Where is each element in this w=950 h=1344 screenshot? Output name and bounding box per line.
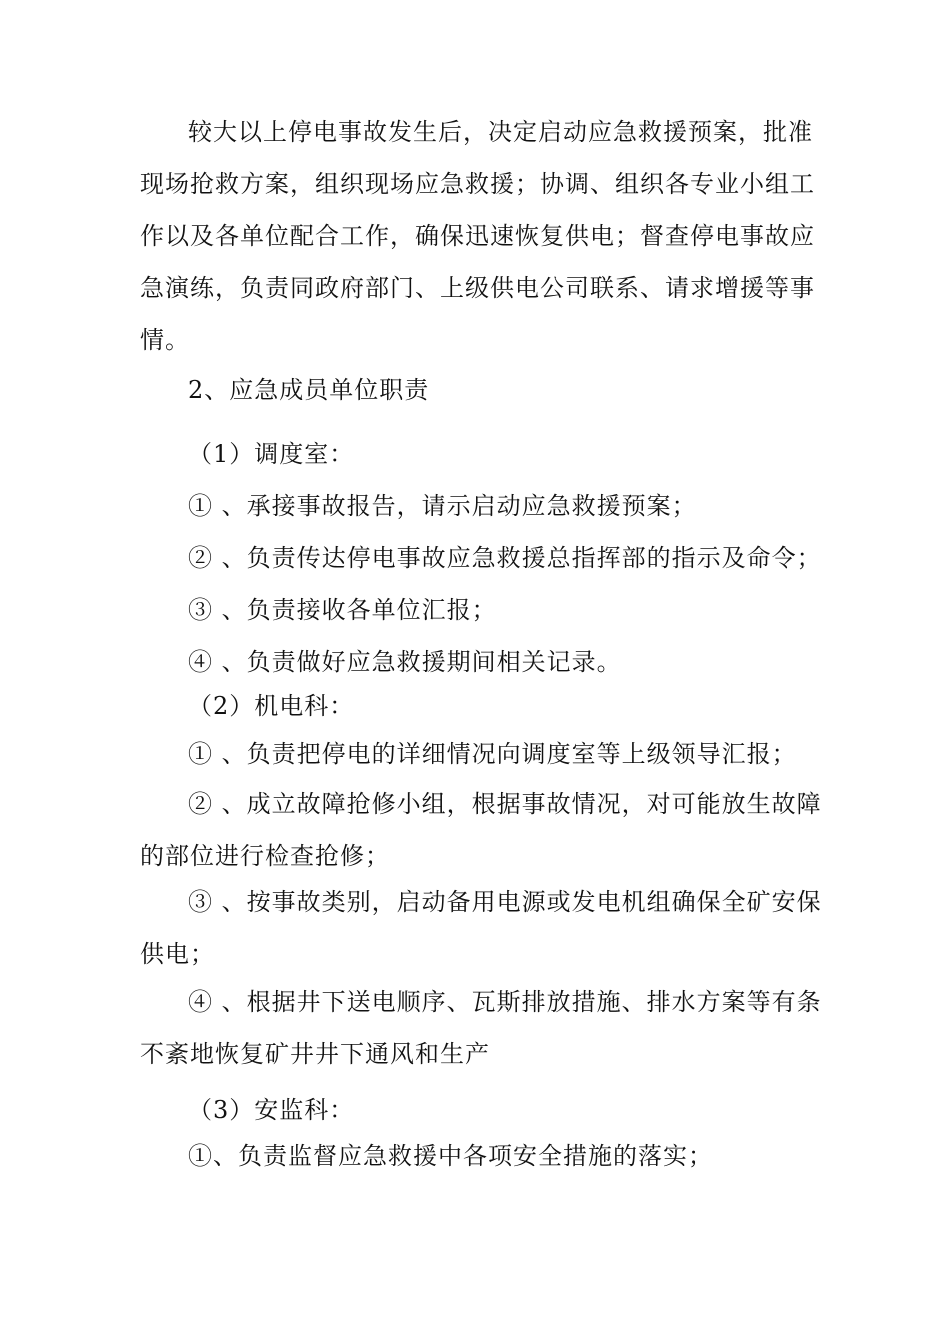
list-item: ② 、负责传达停电事故应急救援总指挥部的指示及命令； <box>188 544 822 572</box>
text-line: 现场抢救方案，组织现场应急救援；协调、组织各专业小组工 <box>140 170 815 198</box>
subsection-dispatch-items <box>140 480 820 688</box>
list-item: ① 、承接事故报告，请示启动应急救援预案； <box>188 492 697 520</box>
list-item-continuation: 供电； <box>140 940 215 968</box>
text-line: 较大以上停电事故发生后，决定启动应急救援预案，批准 <box>188 118 813 146</box>
list-item: ④ 、根据井下送电顺序、瓦斯排放措施、排水方案等有条 <box>188 988 822 1016</box>
text-line: 作以及各单位配合工作，确保迅速恢复供电；督查停电事故应 <box>140 222 815 250</box>
subsection-electromech-item3 <box>140 876 820 980</box>
heading-text: 2、应急成员单位职责 <box>188 376 430 404</box>
text-line: 情。 <box>140 326 190 354</box>
subsection-title: （2）机电科： <box>188 692 355 720</box>
subsection-electromech-item4 <box>140 976 820 1080</box>
list-item: ③ 、按事故类别，启动备用电源或发电机组确保全矿安保 <box>188 888 822 916</box>
subsection-dispatch-title <box>140 428 820 480</box>
subsection-title: （1）调度室： <box>188 440 355 468</box>
list-item: ② 、成立故障抢修小组，根据事故情况，对可能放生故障 <box>188 790 822 818</box>
text-line: 急演练，负责同政府部门、上级供电公司联系、请求增援等事 <box>140 274 815 302</box>
list-item: ③ 、负责接收各单位汇报； <box>188 596 497 624</box>
list-item: ①、负责监督应急救援中各项安全措施的落实； <box>188 1142 713 1170</box>
subsection-electromech-item2 <box>140 778 820 882</box>
subsection-safety-item1 <box>140 1130 820 1182</box>
list-item: ④ 、负责做好应急救援期间相关记录。 <box>188 648 622 676</box>
list-item-continuation: 的部位进行检查抢修； <box>140 842 390 870</box>
subsection-electromech-title <box>140 680 820 732</box>
paragraph-commander-duties <box>140 106 820 366</box>
subsection-safety-title <box>140 1084 820 1136</box>
subsection-title: （3）安监科： <box>188 1096 355 1124</box>
list-item-continuation: 不紊地恢复矿井井下通风和生产 <box>140 1040 490 1068</box>
section-heading <box>140 364 820 416</box>
list-item: ① 、负责把停电的详细情况向调度室等上级领导汇报； <box>188 740 797 768</box>
subsection-electromech-item1 <box>140 728 820 780</box>
